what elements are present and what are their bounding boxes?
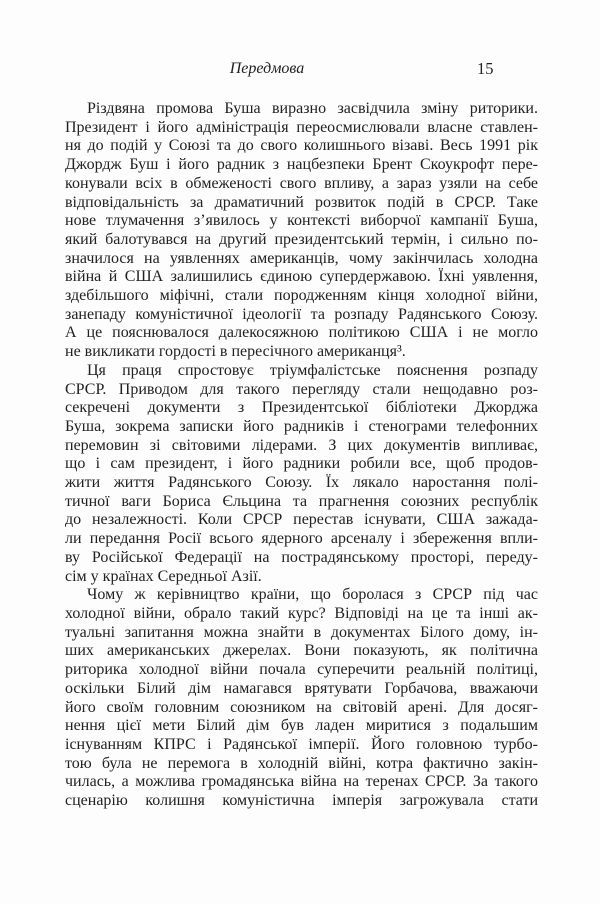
- paragraph: [65, 362, 538, 586]
- text-line: ших американських джерелах. Вони показують, як політична: [65, 642, 538, 660]
- page-header: [0, 59, 600, 81]
- text-line: тою була не перемога в холодній війні, котра фактично закін-: [65, 754, 538, 772]
- text-line: не викликати гордості в пересічного американця³.: [65, 343, 406, 361]
- page-body: [65, 100, 538, 811]
- text-line: риторика холодної війни почала суперечити реальній політиці,: [65, 661, 538, 679]
- text-line: відповідальність за драматичний розвиток подій в СРСР. Таке: [65, 193, 538, 211]
- running-title: Передмова: [229, 60, 305, 77]
- text-line: його своїм головним союзником на світовій арені. Для досяг-: [65, 698, 538, 716]
- text-line: СРСР. Приводом для такого перегляду стали нещодавно роз-: [65, 380, 538, 398]
- text-line: Буша, зокрема записки його радників і стенограми телефонних: [65, 417, 538, 435]
- text-line: до незалежності. Коли СРСР перестав існувати, США зажада-: [65, 511, 538, 529]
- text-line: ня до подій у Союзі та до свого колишнього візаві. Весь 1991 рік: [65, 137, 538, 155]
- text-line: чилась, а можлива громадянська війна на теренах СРСР. За такого: [65, 773, 538, 791]
- text-line: Президент і його адміністрація переосмислювали власне ставлен-: [65, 118, 538, 136]
- text-line: здебільшого міфічні, стали породженням кінця холодної війни,: [65, 287, 538, 305]
- text-line: існуванням КПРС і Радянської імперії. Його головною турбо-: [65, 735, 538, 753]
- text-line: А це пояснювалося далекосяжною політикою США і не могло: [65, 324, 538, 342]
- text-line: ву Російської Федерації на пострадянському просторі, переду-: [65, 548, 538, 566]
- text-line: конували всіх в обмеженості свого впливу, а зараз узяли на себе: [65, 174, 538, 192]
- paragraph: [65, 586, 538, 810]
- page-number: 15: [477, 59, 494, 78]
- text-line: жити життя Радянського Союзу. Їх лякало наростання полі-: [65, 474, 538, 492]
- text-line: війна й США залишились єдиною супердержавою. Їхні уявлення,: [65, 268, 538, 286]
- text-line: занепаду комуністичної ідеології та розпаду Радянського Союзу.: [65, 305, 538, 323]
- paragraph: [65, 100, 538, 362]
- text-line: перемовин зі світовими лідерами. З цих документів випливає,: [65, 436, 538, 454]
- text-line: що і сам президент, і його радники робили все, щоб продов-: [65, 455, 538, 473]
- text-line: ли передання Росії всього ядерного арсеналу і збереження впли-: [65, 530, 538, 548]
- text-line: значилося на уявленнях американців, чому закінчилась холодна: [65, 249, 538, 267]
- paragraphs-container: [65, 100, 538, 811]
- text-line: Різдвяна промова Буша виразно засвідчила зміну риторики.: [87, 100, 538, 117]
- text-line: холодної війни, обрало такий курс? Відповіді на це та інші ак-: [65, 604, 538, 622]
- text-line: сценарію колишня комуністична імперія загрожувала стати: [65, 792, 538, 810]
- text-line: Джордж Буш і його радник з нацбезпеки Брент Скоукрофт пере-: [65, 156, 538, 174]
- text-line: Ця праця спростовує тріумфалістське пояснення розпаду: [87, 361, 538, 379]
- text-line: нове тлумачення з’явилось у контексті виборчої кампанії Буша,: [65, 212, 538, 230]
- text-line: який балотувався на другий президентський термін, і сильно по-: [65, 230, 538, 248]
- text-line: нення цієї мети Білий дім був ладен миритися з подальшим: [65, 717, 538, 735]
- text-line: Чому ж керівництво країни, що боролася з СРСР під час: [87, 586, 538, 604]
- text-line: тичної ваги Бориса Єльцина та прагнення союзних республік: [65, 492, 538, 510]
- text-line: секречені документи з Президентської бібліотеки Джорджа: [65, 399, 538, 417]
- text-line: оскільки Білий дім намагався врятувати Горбачова, вважаючи: [65, 679, 538, 697]
- text-line: сім у країнах Середньої Азії.: [65, 567, 262, 585]
- text-line: туальні запитання можна знайти в документах Білого дому, ін-: [65, 623, 538, 641]
